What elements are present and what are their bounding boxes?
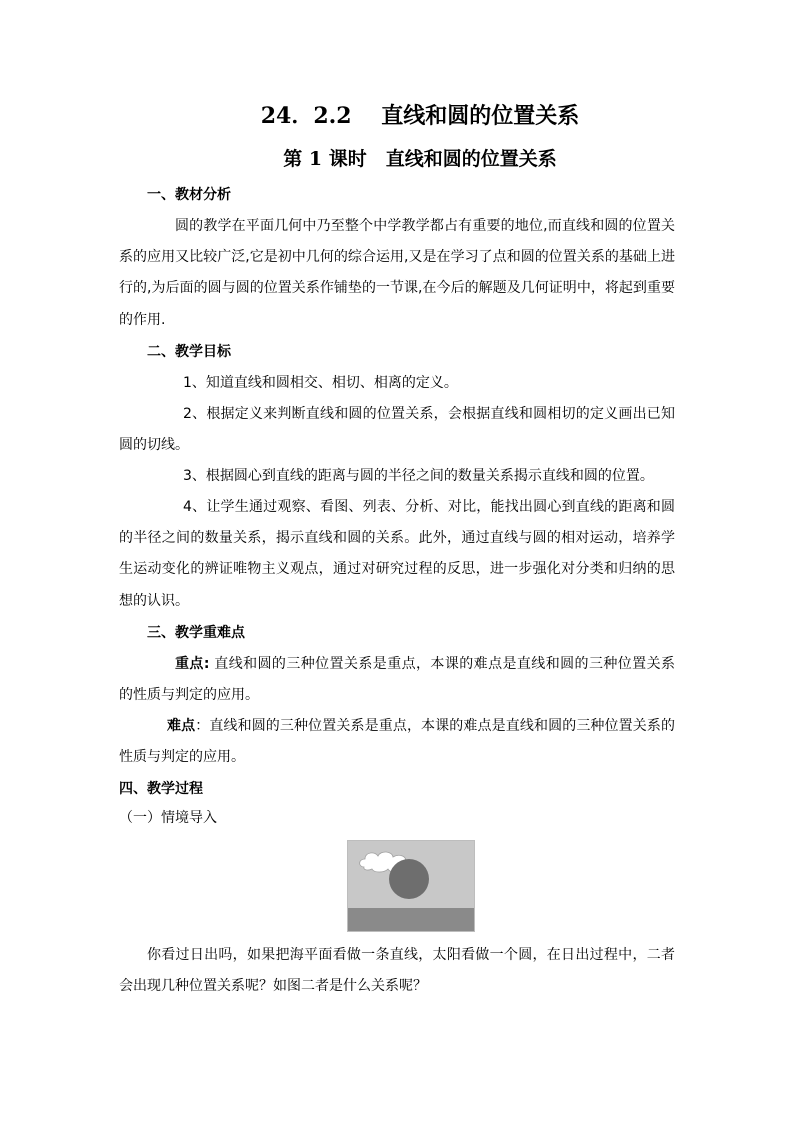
section-heading-analysis: 一、教材分析 bbox=[147, 187, 231, 203]
sub-heading-intro: （一）情境导入 bbox=[119, 810, 217, 826]
section-heading-process: 四、教学过程 bbox=[119, 781, 203, 797]
objective-item-3: 3、根据圆心到直线的距离与圆的半径之间的数量关系揭示直线和圆的位置。 bbox=[183, 468, 654, 484]
sun-circle bbox=[389, 859, 429, 899]
key-point-paragraph bbox=[119, 649, 675, 711]
section-heading-keypoints: 三、教学重难点 bbox=[147, 625, 245, 641]
key-point-label: 重点: bbox=[175, 656, 210, 672]
difficulty-label: 难点 bbox=[167, 718, 196, 734]
sunrise-figure bbox=[347, 840, 475, 932]
difficulty-text: ：直线和圆的三种位置关系是重点，本课的难点是直线和圆的三种位置关系的性质与判定的应用。 bbox=[119, 718, 676, 766]
document-title: 24．2.2 直线和圆的位置关系 bbox=[260, 103, 580, 129]
objective-item-2: 2、根据定义来判断直线和圆的位置关系，会根据直线和圆相切的定义画出已知圆的切线。 bbox=[119, 406, 675, 454]
intro-paragraph: 你看过日出吗，如果把海平面看做一条直线，太阳看做一个圆，在日出过程中，二者会出现几种位置关系呢？如图二者是什么关系呢？ bbox=[119, 947, 675, 995]
section-heading-objectives: 二、教学目标 bbox=[147, 344, 231, 360]
objective-item-4: 4、让学生通过观察、看图、列表、分析、对比，能找出圆心到直线的距离和圆的半径之间的数量关系，揭示直线和圆的关系。此外，通过直线与圆的相对运动，培养学生运动变化的辨证唯物主义观点，通过对研究过程的反思，进一步强化对分类和归纳的思想的认识。 bbox=[119, 499, 675, 609]
analysis-paragraph: 圆的教学在平面几何中乃至整个中学教学都占有重要的地位,而直线和圆的位置关系的应用又比较广泛,它是初中几何的综合运用,又是在学习了点和圆的位置关系的基础上进行的,为后面的圆与圆的位置关系作铺垫的一节课,在今后的解题及几何证明中，将起到重要的作用. bbox=[119, 218, 675, 328]
objective-item-1: 1、知道直线和圆相交、相切、相离的定义。 bbox=[183, 375, 458, 391]
sea-line bbox=[348, 908, 474, 931]
lesson-subtitle: 第 1 课时 直线和圆的位置关系 bbox=[283, 148, 557, 170]
key-point-text: 直线和圆的三种位置关系是重点，本课的难点是直线和圆的三种位置关系的性质与判定的应用。 bbox=[119, 656, 675, 704]
difficulty-paragraph bbox=[119, 711, 675, 773]
